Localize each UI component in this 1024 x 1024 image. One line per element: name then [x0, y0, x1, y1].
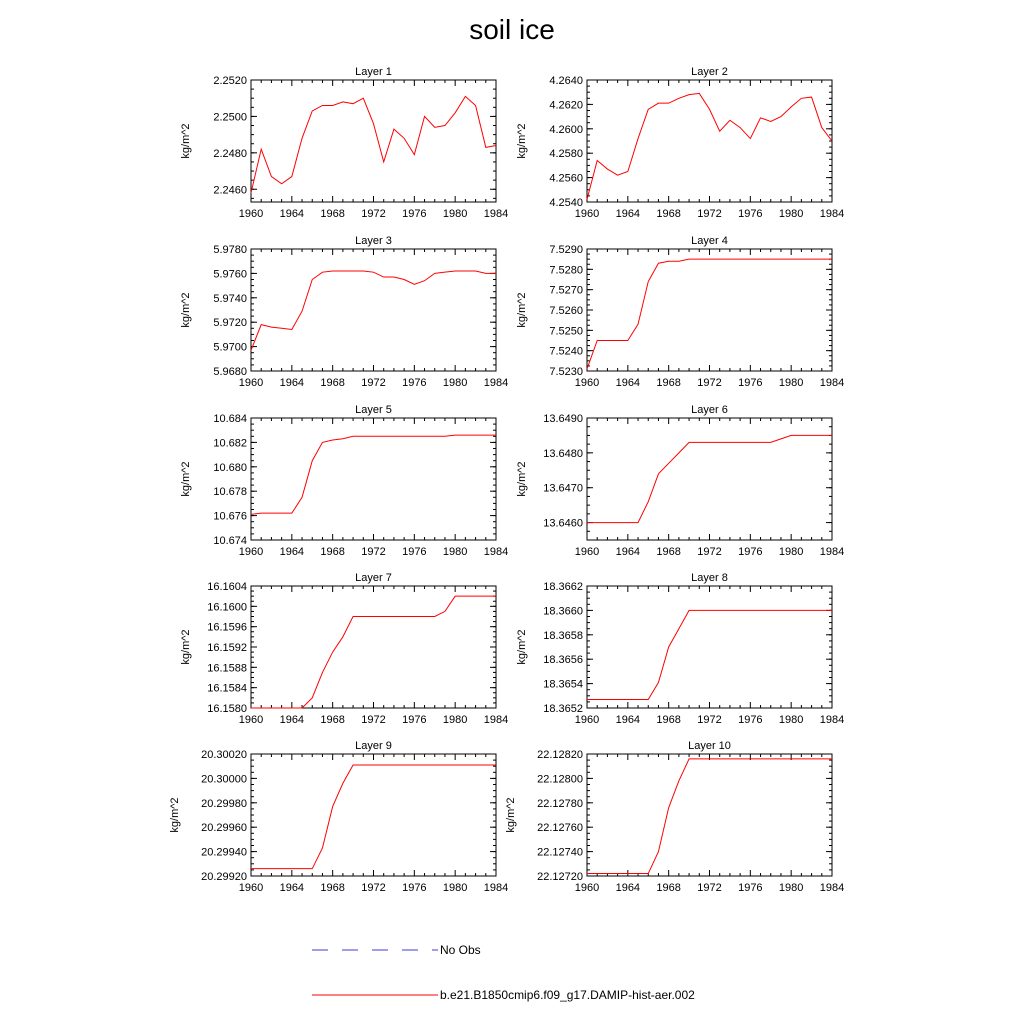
x-tick-label: 1980: [778, 377, 804, 389]
y-tick-label: 20.30020: [201, 749, 247, 761]
x-tick-label: 1980: [442, 208, 468, 220]
plot-frame: [251, 586, 496, 708]
panel-title: Layer 8: [691, 572, 728, 584]
y-tick-label: 20.29920: [201, 871, 247, 883]
panel-layer-5: [180, 404, 508, 558]
x-tick-label: 1960: [574, 714, 600, 726]
x-tick-label: 1964: [279, 208, 305, 220]
y-tick-label: 10.674: [213, 535, 247, 547]
x-tick-label: 1972: [361, 377, 386, 389]
x-tick-label: 1972: [361, 882, 386, 894]
panel-layer-6: [516, 404, 844, 558]
y-tick-label: 13.6480: [543, 447, 583, 460]
x-tick-label: 1984: [483, 208, 509, 220]
x-tick-label: 1964: [615, 208, 641, 220]
x-tick-label: 1980: [442, 714, 468, 726]
series-line: [587, 759, 832, 874]
y-tick-label: 7.5260: [549, 305, 583, 317]
x-tick-label: 1980: [442, 377, 468, 389]
x-tick-label: 1960: [238, 546, 264, 558]
x-tick-label: 1964: [615, 377, 641, 389]
series-line: [251, 96, 496, 193]
x-tick-label: 1964: [279, 377, 305, 389]
x-tick-label: 1964: [279, 546, 305, 558]
y-tick-label: 18.3658: [543, 629, 583, 642]
x-tick-label: 1976: [402, 714, 427, 726]
panel-title: Layer 4: [691, 235, 728, 247]
y-tick-label: 20.29980: [201, 797, 247, 810]
y-tick-label: 5.9760: [213, 268, 247, 281]
figure-title: soil ice: [469, 14, 555, 45]
x-tick-label: 1968: [656, 714, 681, 726]
y-tick-label: 7.5230: [549, 366, 583, 378]
x-tick-label: 1976: [402, 377, 427, 389]
x-tick-label: 1980: [778, 208, 804, 220]
y-tick-label: 10.684: [213, 413, 247, 425]
x-tick-label: 1964: [279, 714, 305, 726]
y-tick-label: 4.2600: [549, 123, 583, 136]
x-tick-label: 1984: [483, 377, 509, 389]
x-tick-label: 1968: [320, 714, 345, 726]
panel-title: Layer 6: [691, 404, 728, 416]
y-tick-label: 4.2620: [549, 99, 583, 112]
x-tick-label: 1984: [819, 882, 845, 894]
y-tick-label: 16.1588: [207, 662, 247, 675]
x-tick-label: 1972: [697, 208, 722, 220]
y-tick-label: 22.12780: [537, 797, 583, 810]
y-tick-label: 7.5240: [549, 345, 583, 358]
plot-frame: [251, 80, 496, 202]
panel-title: Layer 10: [688, 740, 731, 752]
y-axis-label: kg/m^2: [516, 461, 528, 497]
y-tick-label: 20.30000: [201, 773, 247, 786]
panel-title: Layer 2: [691, 66, 728, 78]
y-tick-label: 5.9700: [213, 341, 247, 354]
y-axis-label: kg/m^2: [180, 123, 192, 159]
x-tick-label: 1972: [697, 714, 722, 726]
plot-frame: [587, 418, 832, 540]
x-tick-label: 1976: [402, 882, 427, 894]
y-tick-label: 16.1592: [207, 642, 247, 654]
panel-layer-4: [516, 235, 844, 389]
panel-layer-3: [180, 235, 508, 389]
y-tick-label: 5.9780: [213, 244, 247, 256]
x-tick-label: 1968: [320, 882, 345, 894]
x-tick-label: 1984: [819, 208, 845, 220]
x-tick-label: 1960: [238, 377, 264, 389]
x-tick-label: 1984: [483, 546, 509, 558]
x-tick-label: 1972: [361, 714, 386, 726]
x-tick-label: 1984: [483, 882, 509, 894]
x-tick-label: 1976: [738, 377, 763, 389]
y-tick-label: 22.12760: [537, 822, 583, 835]
y-tick-label: 22.12740: [537, 846, 583, 859]
y-tick-label: 22.12820: [537, 749, 583, 761]
x-tick-label: 1960: [574, 208, 600, 220]
x-tick-label: 1972: [361, 208, 386, 220]
y-tick-label: 18.3654: [543, 678, 583, 691]
y-tick-label: 16.1596: [207, 621, 247, 634]
y-tick-label: 13.6470: [543, 482, 583, 495]
panel-title: Layer 7: [355, 572, 392, 584]
y-axis-label: kg/m^2: [180, 292, 192, 328]
plot-frame: [251, 249, 496, 371]
x-tick-label: 1960: [238, 208, 264, 220]
y-tick-label: 22.12800: [537, 773, 583, 786]
y-tick-label: 4.2580: [549, 148, 583, 161]
y-tick-label: 2.2460: [213, 184, 247, 197]
plot-frame: [587, 754, 832, 876]
y-tick-label: 18.3660: [543, 605, 583, 618]
plot-frame: [251, 754, 496, 876]
panel-title: Layer 3: [355, 235, 392, 247]
x-tick-label: 1964: [615, 546, 641, 558]
x-tick-label: 1972: [697, 546, 722, 558]
x-tick-label: 1976: [738, 882, 763, 894]
y-tick-label: 16.1600: [207, 601, 247, 614]
x-tick-label: 1964: [279, 882, 305, 894]
series-line: [587, 259, 832, 369]
x-tick-label: 1980: [442, 546, 468, 558]
x-tick-label: 1964: [615, 882, 641, 894]
series-line: [587, 93, 832, 199]
x-tick-label: 1980: [778, 546, 804, 558]
y-tick-label: 4.2540: [549, 197, 583, 209]
y-axis-label: kg/m^2: [180, 629, 192, 665]
y-tick-label: 7.5290: [549, 244, 583, 256]
x-tick-label: 1976: [738, 546, 763, 558]
y-tick-label: 10.682: [213, 437, 247, 450]
y-tick-label: 5.9680: [213, 366, 247, 378]
series-line: [251, 596, 496, 708]
y-tick-label: 2.2480: [213, 147, 247, 160]
y-tick-label: 4.2560: [549, 172, 583, 185]
series-line: [251, 271, 496, 350]
panel-layer-1: [180, 66, 508, 220]
y-axis-label: kg/m^2: [505, 797, 517, 833]
y-axis-label: kg/m^2: [180, 461, 192, 497]
panel-layer-8: [516, 572, 844, 726]
y-tick-label: 4.2640: [549, 75, 583, 87]
y-tick-label: 13.6490: [543, 413, 583, 425]
y-tick-label: 7.5250: [549, 325, 583, 338]
series-line: [251, 765, 496, 869]
x-tick-label: 1960: [238, 714, 264, 726]
x-tick-label: 1984: [483, 714, 509, 726]
y-tick-label: 5.9720: [213, 317, 247, 330]
y-tick-label: 7.5270: [549, 284, 583, 297]
x-tick-label: 1972: [697, 377, 722, 389]
panel-title: Layer 1: [355, 66, 392, 78]
x-tick-label: 1972: [361, 546, 386, 558]
x-tick-label: 1976: [738, 208, 763, 220]
y-tick-label: 16.1580: [207, 703, 247, 715]
x-tick-label: 1968: [320, 377, 345, 389]
y-tick-label: 16.1584: [207, 682, 247, 695]
x-tick-label: 1984: [819, 714, 845, 726]
x-tick-label: 1980: [778, 882, 804, 894]
panel-layer-7: [180, 572, 508, 726]
x-tick-label: 1980: [442, 882, 468, 894]
y-tick-label: 10.680: [213, 461, 247, 474]
x-tick-label: 1980: [778, 714, 804, 726]
y-axis-label: kg/m^2: [516, 629, 528, 665]
y-tick-label: 18.3652: [543, 703, 583, 715]
plot-frame: [587, 80, 832, 202]
x-tick-label: 1968: [656, 377, 681, 389]
y-axis-label: kg/m^2: [516, 292, 528, 328]
x-tick-label: 1984: [819, 377, 845, 389]
x-tick-label: 1968: [656, 208, 681, 220]
y-tick-label: 13.6460: [543, 517, 583, 530]
y-tick-label: 2.2500: [213, 111, 247, 124]
x-tick-label: 1960: [574, 882, 600, 894]
x-tick-label: 1968: [656, 882, 681, 894]
plot-frame: [587, 249, 832, 371]
x-tick-label: 1960: [574, 377, 600, 389]
y-axis-label: kg/m^2: [169, 797, 181, 833]
x-tick-label: 1976: [402, 546, 427, 558]
legend-label-model: b.e21.B1850cmip6.f09_g17.DAMIP-hist-aer.002: [440, 988, 695, 1002]
series-line: [587, 435, 832, 522]
y-axis-label: kg/m^2: [516, 123, 528, 159]
y-tick-label: 7.5280: [549, 264, 583, 277]
x-tick-label: 1984: [819, 546, 845, 558]
y-tick-label: 16.1604: [207, 581, 247, 593]
legend-label-no-obs: No Obs: [440, 943, 481, 957]
panel-layer-9: [169, 740, 508, 894]
series-line: [587, 610, 832, 699]
y-tick-label: 18.3662: [543, 581, 583, 593]
x-tick-label: 1976: [402, 208, 427, 220]
y-tick-label: 18.3656: [543, 654, 583, 667]
panel-title: Layer 5: [355, 404, 392, 416]
x-tick-label: 1972: [697, 882, 722, 894]
panel-layer-10: [505, 740, 844, 894]
x-tick-label: 1976: [738, 714, 763, 726]
y-tick-label: 5.9740: [213, 292, 247, 305]
y-tick-label: 22.12720: [537, 871, 583, 883]
plot-frame: [587, 586, 832, 708]
x-tick-label: 1960: [574, 546, 600, 558]
y-tick-label: 2.2520: [213, 75, 247, 87]
x-tick-label: 1968: [656, 546, 681, 558]
y-tick-label: 10.676: [213, 510, 247, 523]
x-tick-label: 1968: [320, 208, 345, 220]
y-tick-label: 10.678: [213, 486, 247, 499]
panel-title: Layer 9: [355, 740, 392, 752]
x-tick-label: 1964: [615, 714, 641, 726]
x-tick-label: 1960: [238, 882, 264, 894]
y-tick-label: 20.29940: [201, 846, 247, 859]
x-tick-label: 1968: [320, 546, 345, 558]
series-line: [251, 435, 496, 514]
panel-layer-2: [516, 66, 844, 220]
y-tick-label: 20.29960: [201, 822, 247, 835]
